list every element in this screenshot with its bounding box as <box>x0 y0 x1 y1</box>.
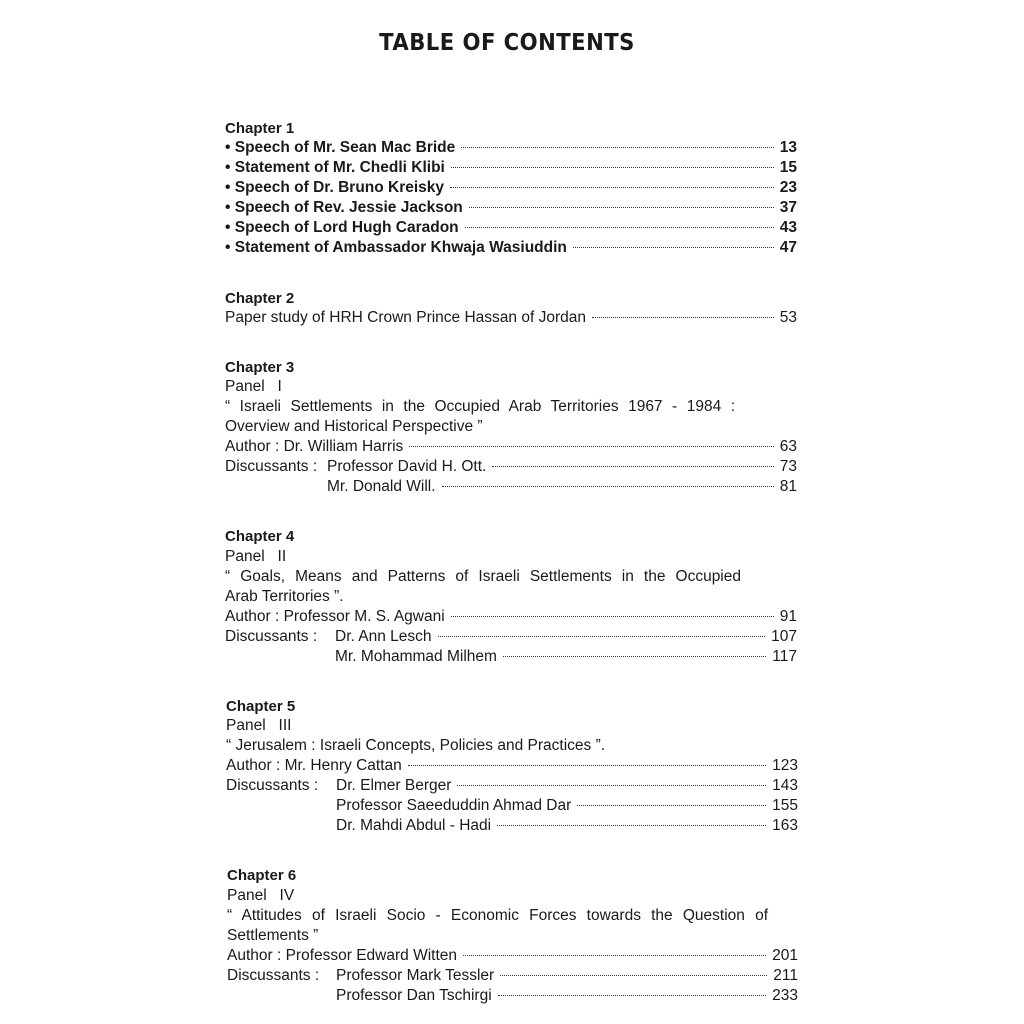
page-number: 91 <box>779 608 797 625</box>
author-entry: Author : Professor Edward Witten <box>227 947 458 964</box>
dot-leader <box>498 994 766 996</box>
entry-title: • Statement of Ambassador Khwaja Wasiuddin <box>225 239 567 256</box>
page-number: 13 <box>779 139 797 156</box>
panel-title-line: Arab Territories ”. <box>225 588 344 605</box>
dot-leader <box>465 226 774 228</box>
toc-entry[interactable] <box>225 198 797 218</box>
dot-leader <box>451 166 774 168</box>
author-entry: Author : Dr. William Harris <box>225 438 404 455</box>
page-number: 73 <box>779 458 797 475</box>
panel-label: Panel II <box>225 548 287 565</box>
dot-leader <box>442 485 774 487</box>
dot-leader <box>463 954 766 956</box>
toc-entry[interactable] <box>336 966 798 986</box>
dot-leader <box>461 146 774 148</box>
entry-title: • Statement of Mr. Chedli Klibi <box>225 159 445 176</box>
discussants-label: Discussants : <box>226 777 319 794</box>
discussant-name: Dr. Ann Lesch <box>335 628 432 645</box>
page-number: 107 <box>771 628 797 645</box>
page-number: 53 <box>779 309 797 326</box>
dot-leader <box>577 804 766 806</box>
discussants-label: Discussants : <box>225 628 318 645</box>
page-number: 23 <box>779 179 797 196</box>
toc-entry[interactable] <box>226 756 798 776</box>
toc-entry[interactable] <box>336 986 798 1006</box>
entry-title: • Speech of Lord Hugh Caradon <box>225 219 459 236</box>
toc-entry[interactable] <box>225 158 797 178</box>
dot-leader <box>492 465 773 467</box>
panel-title-line: “ Israeli Settlements in the Occupied Arab Territories 1967 - 1984 : <box>225 398 735 415</box>
page-number: 43 <box>779 219 797 236</box>
chapter-1-heading: Chapter 1 <box>225 120 295 137</box>
dot-leader <box>592 316 774 318</box>
panel-title-line: Overview and Historical Perspective ” <box>225 418 483 435</box>
discussant-name: Dr. Elmer Berger <box>336 777 452 794</box>
discussant-name: Dr. Mahdi Abdul - Hadi <box>336 817 492 834</box>
entry-title: • Speech of Rev. Jessie Jackson <box>225 199 463 216</box>
page-number: 211 <box>773 967 798 984</box>
dot-leader <box>500 974 767 976</box>
panel-title-line: “ Jerusalem : Israeli Concepts, Policies and Practices ”. <box>226 737 606 754</box>
discussant-name: Professor Saeeduddin Ahmad Dar <box>336 797 572 814</box>
entry-title: • Speech of Dr. Bruno Kreisky <box>225 179 445 196</box>
page-number: 123 <box>772 757 798 774</box>
page-number: 117 <box>772 648 797 665</box>
dot-leader <box>408 764 766 766</box>
page-number: 233 <box>772 987 798 1004</box>
toc-entry[interactable] <box>335 647 797 667</box>
toc-entry[interactable] <box>336 796 798 816</box>
toc-entry[interactable] <box>336 776 798 796</box>
panel-label: Panel III <box>226 717 292 734</box>
page-number: 37 <box>779 199 797 216</box>
discussant-name: Mr. Donald Will. <box>327 478 436 495</box>
dot-leader <box>409 445 773 447</box>
page-number: 15 <box>779 159 797 176</box>
chapter-5-heading: Chapter 5 <box>226 698 296 715</box>
toc-entry[interactable] <box>335 627 797 647</box>
chapter-2-heading: Chapter 2 <box>225 290 295 307</box>
toc-entry[interactable] <box>225 138 797 158</box>
dot-leader <box>451 615 774 617</box>
chapter-6-heading: Chapter 6 <box>227 867 297 884</box>
page-number: 47 <box>779 239 797 256</box>
dot-leader <box>438 635 766 637</box>
toc-entry[interactable] <box>227 946 798 966</box>
toc-entry[interactable] <box>327 477 797 497</box>
panel-label: Panel IV <box>227 887 295 904</box>
toc-entry[interactable] <box>225 218 797 238</box>
toc-entry[interactable] <box>225 437 797 457</box>
chapter-3-heading: Chapter 3 <box>225 359 295 376</box>
page-number: 143 <box>772 777 798 794</box>
toc-entry[interactable] <box>225 308 797 328</box>
toc-entry[interactable] <box>327 457 797 477</box>
panel-label: Panel I <box>225 378 282 395</box>
discussant-name: Professor Mark Tessler <box>336 967 495 984</box>
dot-leader <box>497 824 766 826</box>
dot-leader <box>457 784 766 786</box>
page-title: TABLE OF CONTENTS <box>379 30 635 56</box>
toc-entry[interactable] <box>225 238 797 258</box>
toc-entry[interactable] <box>225 607 797 627</box>
chapter-4-heading: Chapter 4 <box>225 528 295 545</box>
discussants-label: Discussants : <box>227 967 320 984</box>
entry-title: Paper study of HRH Crown Prince Hassan of Jordan <box>225 309 586 326</box>
page-number: 63 <box>779 438 797 455</box>
page-number: 163 <box>772 817 798 834</box>
panel-title-line: “ Attitudes of Israeli Socio - Economic Forces towards the Question of <box>227 907 768 924</box>
discussant-name: Mr. Mohammad Milhem <box>335 648 497 665</box>
author-entry: Author : Professor M. S. Agwani <box>225 608 445 625</box>
dot-leader <box>503 655 766 657</box>
dot-leader <box>450 186 774 188</box>
dot-leader <box>573 246 774 248</box>
page-number: 81 <box>779 478 797 495</box>
page-number: 201 <box>772 947 798 964</box>
page-number: 155 <box>772 797 798 814</box>
toc-entry[interactable] <box>225 178 797 198</box>
author-entry: Author : Mr. Henry Cattan <box>226 757 402 774</box>
panel-title-line: Settlements ” <box>227 927 319 944</box>
entry-title: • Speech of Mr. Sean Mac Bride <box>225 139 456 156</box>
panel-title-line: “ Goals, Means and Patterns of Israeli Settlements in the Occupied <box>225 568 741 585</box>
toc-entry[interactable] <box>336 816 798 836</box>
discussant-name: Professor David H. Ott. <box>327 458 487 475</box>
discussant-name: Professor Dan Tschirgi <box>336 987 492 1004</box>
dot-leader <box>469 206 774 208</box>
discussants-label: Discussants : <box>225 458 318 475</box>
